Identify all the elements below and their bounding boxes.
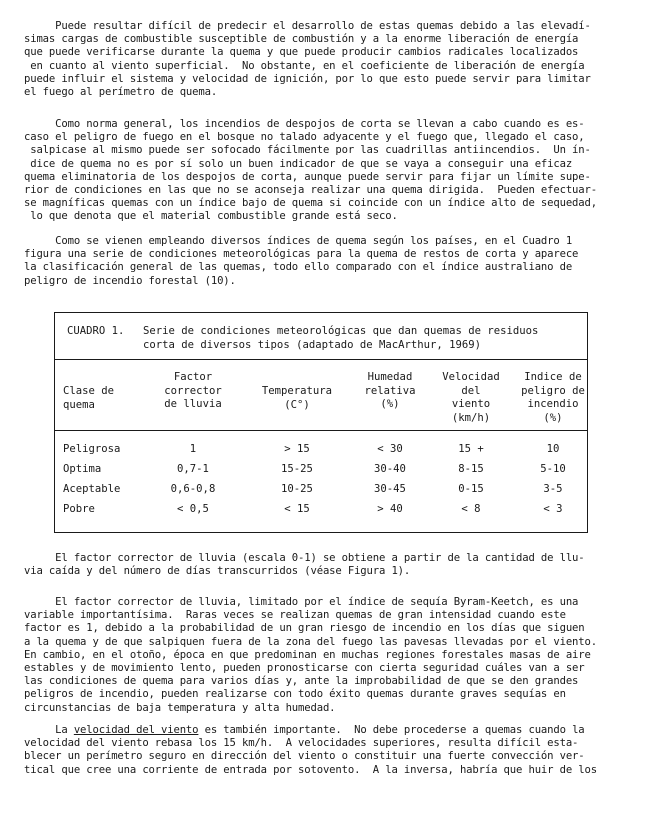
- table-top-rule: [55, 359, 587, 360]
- table-header-rule: [55, 430, 587, 431]
- header-temperatura: Temperatura (C°): [261, 385, 333, 411]
- header-factor: Factor corrector de lluvia: [164, 371, 222, 410]
- paragraph-1: Puede resultar difícil de predecir el desarrollo de estas quemas debido a las elevadí- simas cargas de combustible susceptible de combustión y a la enorme liberación de energía que puede verificarse durante la quema y que puede producir cambios radicales localizados en cuanto al viento superficial. No obstante, en el coeficiente de liberación de energía puede influir el sistema y velocidad de ignición, por lo que esto puede servir para limitar el fuego al perímetro de quema.: [24, 20, 591, 99]
- header-indice: Indice de peligro de incendio (%): [521, 371, 585, 424]
- paragraph-2: Como norma general, los incendios de despojos de corta se llevan a cabo cuando es es- caso el peligro de fuego en el bosque no talado adyacente y el fuego que, llegado el caso, salpicase al mismo puede ser sofocado fácilmente por las cuadrillas antiincendios. Un ín- dice de quema no es por sí solo un buen indicador de que se vaya a conseguir una eficaz quema eliminatoria de los despojos de corta, aunque puede servir para fijar un límite supe- rior de condiciones en las que no se aconseja realizar una quema dirigida. Pueden efectuar- se magníficas quemas con un índice bajo de quema si coincide con un índice alto de sequedad, lo que denota que el material combustible grande está seco.: [24, 118, 597, 223]
- paragraph-6-lead: La: [24, 724, 74, 736]
- header-velocidad: Velocidad del viento (km/h): [442, 371, 500, 424]
- table-caption-text: Serie de condiciones meteorológicas que dan quemas de residuos corta de diversos tipos (adaptado de MacArthur, 1969): [143, 325, 539, 351]
- underlined-term: velocidad del viento: [73, 724, 199, 736]
- paragraph-4: El factor corrector de lluvia (escala 0-1) se obtiene a partir de la cantidad de llu- via caída y del número de días transcurridos (véase Figura 1).: [24, 552, 585, 578]
- paragraph-5: El factor corrector de lluvia, limitado por el índice de sequía Byram-Keetch, es una variable importantísima. Raras veces se realizan quemas de gran intensidad cuando este factor es 1, debido a la probabilidad de un gran riesgo de incendio en los días que siguen a la quema y de que salpiquen fuera de la zona del fuego las pavesas llevadas por el viento. En cambio, en el otoño, época en que predominan en muchas regiones forestales masas de aire estables y de movimiento lento, pueden pronosticarse con cierta seguridad cuáles van a ser las condiciones de quema para varios días y, ante la improbabilidad de que se den grandes peligros de incendio, pueden realizarse con todo éxito quemas durante graves sequías en circunstancias de baja temperatura y alta humedad.: [24, 596, 597, 714]
- header-clase: Clase de quema: [63, 385, 115, 411]
- cuadro-1-table: CUADRO 1. Serie de condiciones meteorológicas que dan quemas de residuos corta de diversos tipos (adaptado de MacArthur, 1969) Clase de quema Factor corrector de lluvia Temperatura (C°) Humedad relativa (%) Velocidad del viento (km/h) Indice de peligro de incendio (%) Peligrosa 1 > 15 < 30 15 + 10 Optima 0,7-1 15-25 30-40 8-15 5-10 Aceptable 0,6-0,8 10-25 30-45 0-15 3-5 Pobre < 0,5 < 15 > 40 < 8 < 3: [54, 312, 588, 533]
- header-humedad: Humedad relativa (%): [364, 371, 416, 410]
- paragraph-6-rest: es también importante. No debe procederse a quemas cuando la velocidad del viento rebasa los 15 km/h. A velocidades superiores, resulta difícil esta- blecer un perímetro seguro en dirección del viento o constituir una fuerte convección ver- tical que cree una corriente de entrada por sotovento. A la inversa, habría que huir de los: [24, 724, 597, 776]
- paragraph-6: [24, 724, 632, 777]
- table-caption-label: CUADRO 1.: [67, 325, 125, 337]
- paragraph-3: Como se vienen empleando diversos índices de quema según los países, en el Cuadro 1 figura una serie de condiciones meteorológicas para la quema de restos de corta y aparece la clasificación general de las quemas, todo ello comparado con el índice australiano de peligro de incendio forestal (10).: [24, 235, 579, 287]
